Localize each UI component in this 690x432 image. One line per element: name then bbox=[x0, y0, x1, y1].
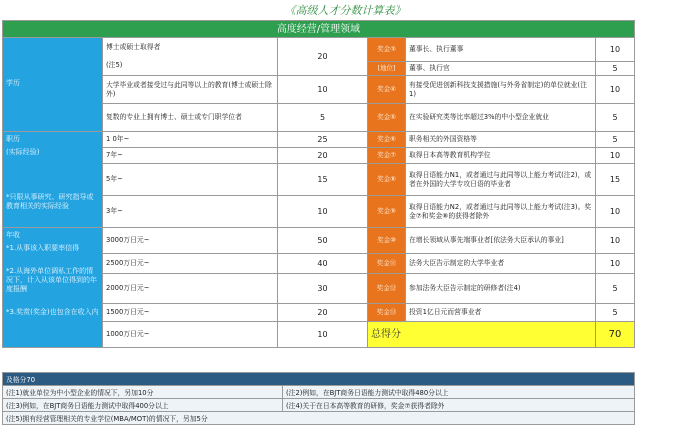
bonus-tag: 奖金⑩ bbox=[368, 228, 406, 254]
right-desc: 职务相关的外国资格等 bbox=[406, 132, 596, 148]
left-points: 40 bbox=[278, 254, 368, 274]
note: (注2)例如，在BJT商务日语能力测试中取得480分以上 bbox=[283, 386, 635, 399]
right-points: 15 bbox=[596, 164, 635, 196]
right-points: 5 bbox=[596, 304, 635, 322]
left-desc: 5年~ bbox=[103, 164, 278, 196]
total-value: 70 bbox=[596, 322, 635, 348]
right-desc: 取得日本高等教育机构学位 bbox=[406, 148, 596, 164]
left-points: 30 bbox=[278, 274, 368, 304]
right-desc: 取得日语能力N2，或者通过与此同等以上能力考试(注3)。奖金⑦和奖金⑧的获得者除外 bbox=[406, 196, 596, 228]
left-points: 5 bbox=[278, 104, 368, 132]
left-points: 50 bbox=[278, 228, 368, 254]
note: (注4)关于在日本高等教育的研修，奖金⑦获得者除外 bbox=[283, 399, 635, 412]
right-desc: 取得日语能力N1，或者通过与此同等以上能力考试(注2)，或者在外国的大学专攻日语的毕业者 bbox=[406, 164, 596, 196]
right-points: 10 bbox=[596, 254, 635, 274]
total-label: 总得分 bbox=[368, 322, 596, 348]
category-income: 年收 *1.从事该入职要率信得 *2.从海外单位调私工作的情况下，计入从该单位得到的年度报酬 *3.奖赏(奖金)也包含在收入内 bbox=[3, 228, 103, 348]
category-education: 学历 bbox=[3, 38, 103, 132]
table-row bbox=[3, 399, 635, 412]
bonus-tag: 奖金④ bbox=[368, 76, 406, 104]
right-points: 10 bbox=[596, 228, 635, 254]
page-title: 《高级人才分数计算表》 bbox=[284, 4, 406, 17]
right-points: 10 bbox=[596, 38, 635, 62]
right-points: 5 bbox=[596, 104, 635, 132]
bonus-tag: 奖金⑧ bbox=[368, 164, 406, 196]
right-points: 10 bbox=[596, 148, 635, 164]
bonus-tag: 奖金③ bbox=[368, 38, 406, 62]
table-row bbox=[3, 386, 635, 399]
left-desc: 7年~ bbox=[103, 148, 278, 164]
right-desc: 法务大臣告示制定的大学毕业者 bbox=[406, 254, 596, 274]
bonus-tag: [地位] bbox=[368, 62, 406, 76]
left-points: 10 bbox=[278, 196, 368, 228]
left-desc: 2000万日元~ bbox=[103, 274, 278, 304]
right-desc: 在增长领域从事先端事业者[依法务大臣承认的事业] bbox=[406, 228, 596, 254]
left-desc: 博士或硕士取得者 (注5) bbox=[103, 38, 278, 76]
left-desc: 3000万日元~ bbox=[103, 228, 278, 254]
note: (注3)例如，在BJT商务日语能力测试中取得400分以上 bbox=[3, 399, 283, 412]
pass-score: 及格分70 bbox=[3, 373, 635, 386]
table-row bbox=[3, 412, 635, 425]
bonus-tag: 奖金⑫ bbox=[368, 274, 406, 304]
banner-row bbox=[3, 21, 635, 38]
left-points: 10 bbox=[278, 76, 368, 104]
bonus-tag: 奖金⑨ bbox=[368, 196, 406, 228]
left-points: 20 bbox=[278, 304, 368, 322]
note: (注5)拥有经营管理相关的专业学位(MBA/MOT)的情况下，另加5分 bbox=[3, 412, 635, 425]
left-desc: 3年~ bbox=[103, 196, 278, 228]
left-desc: 1000万日元~ bbox=[103, 322, 278, 348]
right-points: 5 bbox=[596, 62, 635, 76]
bonus-tag: 奖金⑦ bbox=[368, 148, 406, 164]
left-desc: 复数的专业上拥有博士、硕士或专门职学位者 bbox=[103, 104, 278, 132]
category-banner: 高度经营/管理领域 bbox=[3, 21, 635, 38]
right-desc: 有接受促进创新科技支援措施(与外务省制定)的单位就业(注1) bbox=[406, 76, 596, 104]
left-desc: 1500万日元~ bbox=[103, 304, 278, 322]
right-points: 10 bbox=[596, 76, 635, 104]
left-desc: 2500万日元~ bbox=[103, 254, 278, 274]
notes-header-row bbox=[3, 373, 635, 386]
left-points: 25 bbox=[278, 132, 368, 148]
bonus-tag: 奖金⑬ bbox=[368, 304, 406, 322]
right-desc: 参加法务大臣告示制定的研修者(注4) bbox=[406, 274, 596, 304]
table-row bbox=[3, 38, 635, 62]
right-points: 5 bbox=[596, 132, 635, 148]
bonus-tag: 奖金⑥ bbox=[368, 132, 406, 148]
bonus-tag: 奖金⑤ bbox=[368, 104, 406, 132]
note: (注1)就业单位为中小型企业的情况下，另加10分 bbox=[3, 386, 283, 399]
table-row bbox=[3, 132, 635, 148]
left-points: 15 bbox=[278, 164, 368, 196]
notes-table bbox=[2, 372, 635, 425]
left-desc: 大学毕业或者接受过与此同等以上的教育(博士或硕士除外) bbox=[103, 76, 278, 104]
right-desc: 在实验研究类等比率超过3%的中小型企业就业 bbox=[406, 104, 596, 132]
right-desc: 董事长、执行董事 bbox=[406, 38, 596, 62]
right-points: 5 bbox=[596, 274, 635, 304]
right-points: 10 bbox=[596, 196, 635, 228]
score-table bbox=[2, 20, 635, 348]
left-desc: 1 0年~ bbox=[103, 132, 278, 148]
right-desc: 董事、执行官 bbox=[406, 62, 596, 76]
category-career: 职历 (实际经验) *只限从事研究、研究指导或教育相关的实际经验 bbox=[3, 132, 103, 228]
left-points: 20 bbox=[278, 38, 368, 76]
table-row bbox=[3, 228, 635, 254]
left-points: 20 bbox=[278, 148, 368, 164]
left-points: 10 bbox=[278, 322, 368, 348]
bonus-tag: 奖金⑪ bbox=[368, 254, 406, 274]
right-desc: 投资1亿日元而营事业者 bbox=[406, 304, 596, 322]
